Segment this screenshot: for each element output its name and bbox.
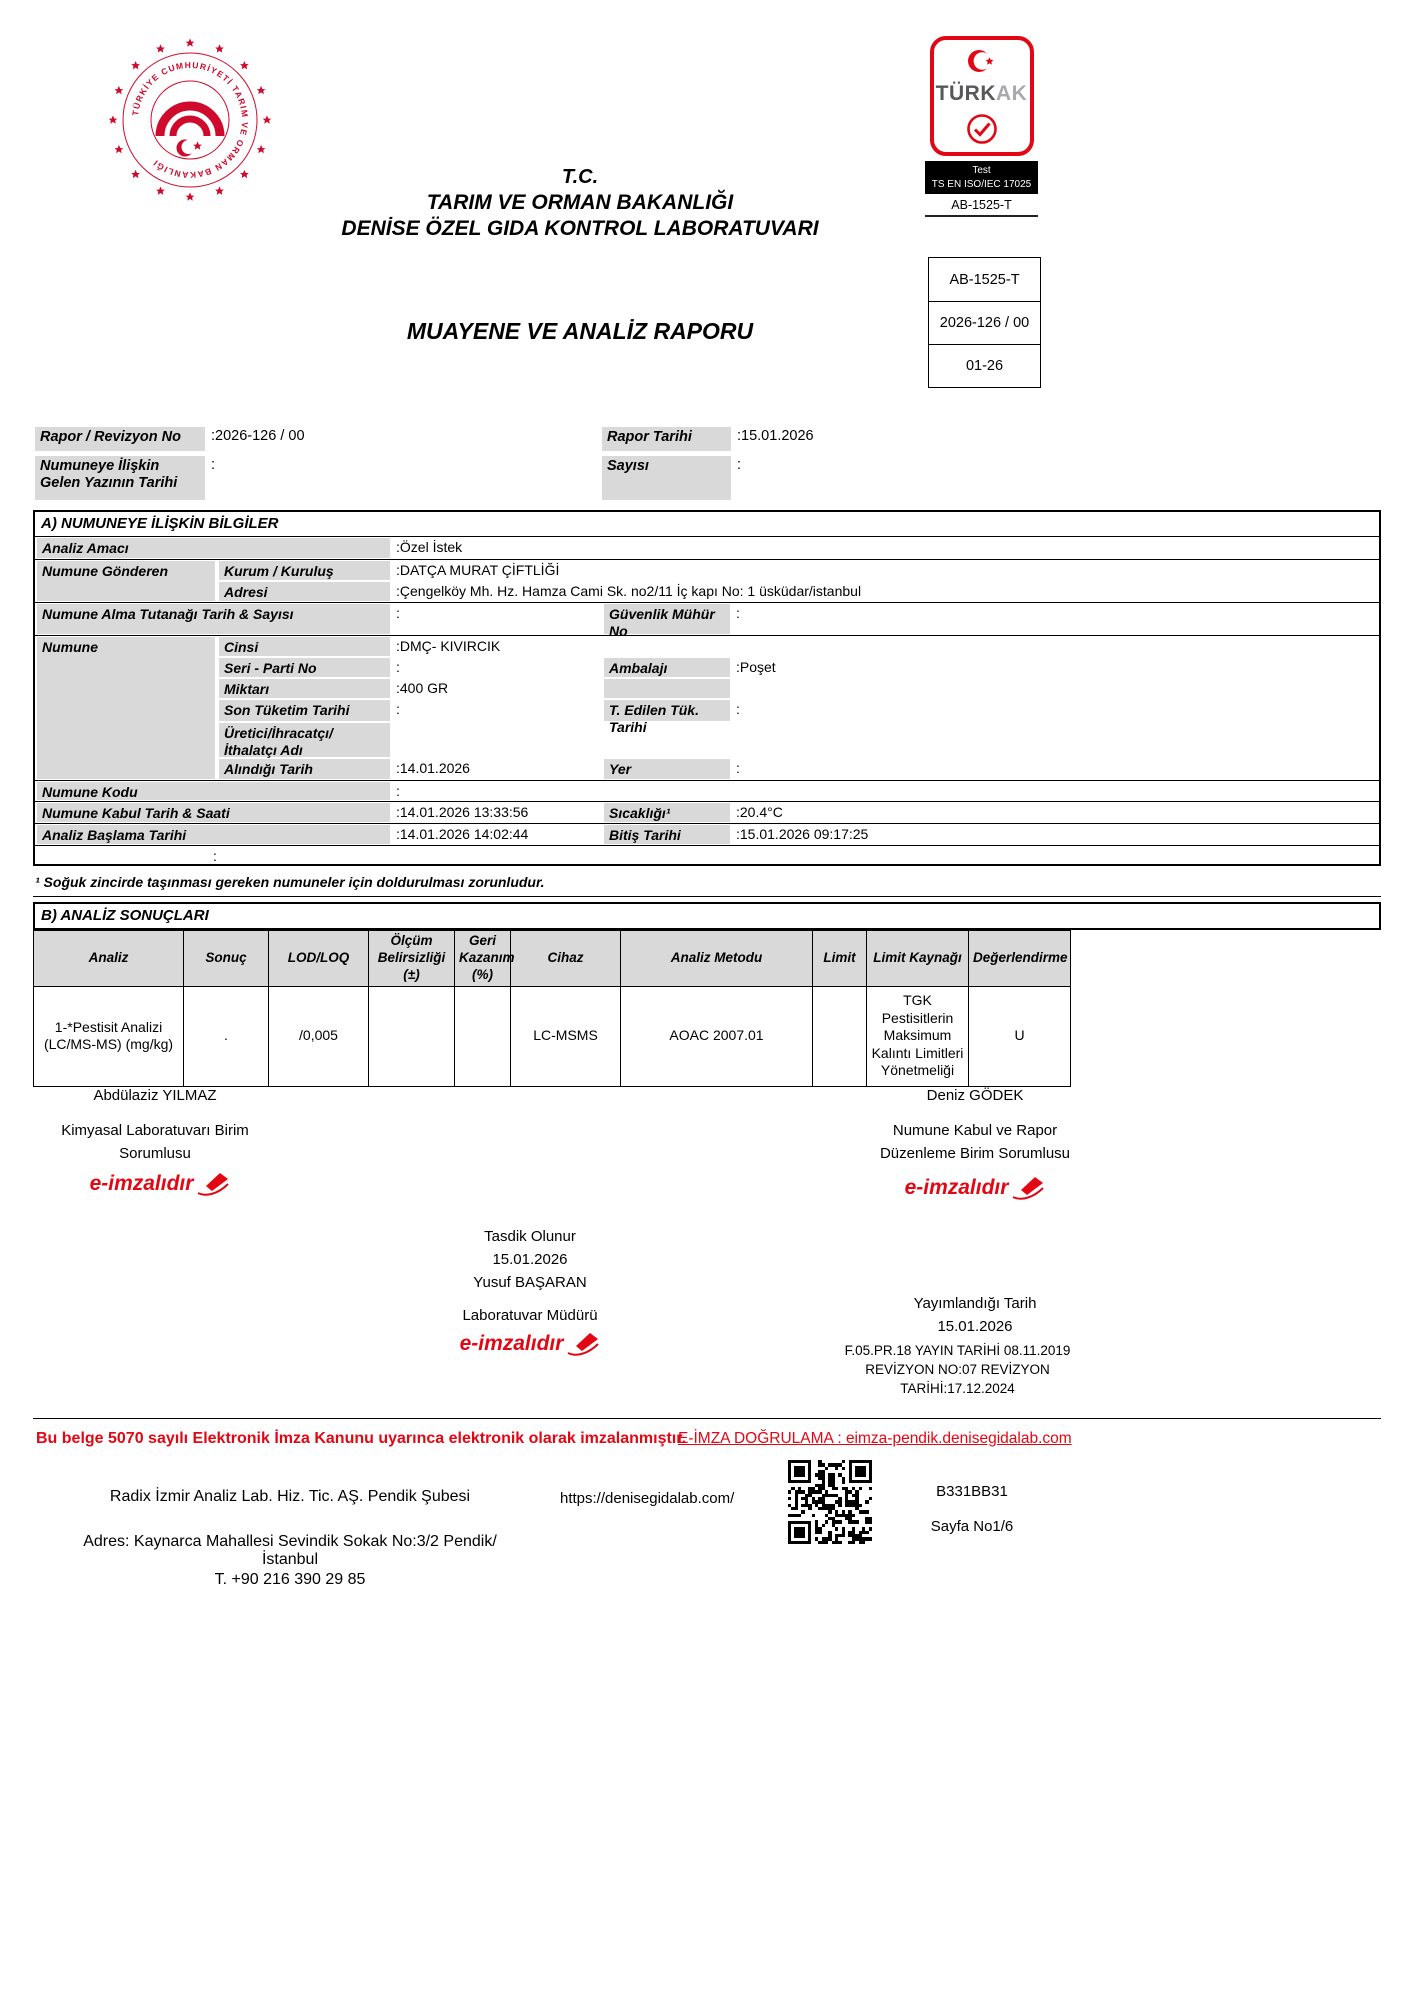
- acc-code: AB-1525-T: [949, 271, 1020, 288]
- pen-icon: [1011, 1176, 1045, 1200]
- accreditation-box: [928, 257, 1041, 388]
- footer-phone: T. +90 216 390 29 85: [214, 1571, 366, 1588]
- row-tutanak: [35, 602, 1379, 639]
- approver-name: Yusuf BAŞARAN: [473, 1274, 587, 1291]
- subrow-son-tuketim: [217, 699, 1379, 735]
- acc-report-no: 2026-126 / 00: [929, 301, 1040, 344]
- uretici-label: Üretici/İhracatçı/İthalatçı Adı: [217, 722, 392, 758]
- result-metod: AOAC 2007.01: [621, 986, 813, 1086]
- result-lod-loq: /0,005: [269, 986, 369, 1086]
- crescent-star-icon: [967, 47, 997, 75]
- approval-date: 15.01.2026: [492, 1251, 568, 1268]
- numune-label: Numune: [35, 636, 217, 780]
- result-analiz: 1-*Pestisit Analizi (LC/MS-MS) (mg/kg): [34, 986, 184, 1086]
- doc-ref-line3: TARİHİ:17.12.2024: [900, 1380, 1015, 1396]
- turkak-test-label: Test: [972, 165, 991, 176]
- trailing-colon: :: [213, 848, 217, 864]
- cinsi-label: Cinsi: [217, 636, 392, 657]
- gelen-yazi-value: :: [211, 457, 216, 473]
- kabul-value: :14.01.2026 13:33:56: [396, 804, 529, 820]
- checkmark-icon: [965, 112, 999, 146]
- doc-ref-line2: REVİZYON NO:07 REVİZYON: [865, 1361, 1050, 1377]
- footer-divider: [33, 1418, 1381, 1419]
- numune-gonderen-label: Numune Gönderen: [35, 560, 217, 602]
- row-trailing: [35, 845, 1379, 864]
- sicaklik-value: :20.4°C: [736, 804, 783, 820]
- subrow-cinsi: [217, 636, 1379, 657]
- meta-row-2: [33, 455, 1381, 501]
- qr-code: [788, 1460, 872, 1544]
- col-cihaz: Cihaz: [511, 931, 621, 987]
- esign-notice: Bu belge 5070 sayılı Elektronik İmza Kanunu uyarınca elektronik olarak imzalanmıştır.: [36, 1430, 687, 1447]
- guvenlik-muhur-value: :: [736, 605, 740, 621]
- numune-kodu-value: :: [396, 783, 400, 799]
- title-lab: DENİSE ÖZEL GIDA KONTROL LABORATUVARI: [341, 217, 819, 240]
- baslama-value: :14.01.2026 14:02:44: [396, 826, 529, 842]
- seri-parti-value: :: [396, 659, 400, 675]
- doc-reference: [825, 1342, 1090, 1399]
- row-numune-kodu: [35, 780, 1379, 801]
- publish-label: Yayımlandığı Tarih: [913, 1295, 1037, 1312]
- uretici-value: [392, 722, 1379, 758]
- title-tc: T.C.: [561, 166, 599, 188]
- alindigi-tarih-value: :14.01.2026: [396, 760, 470, 776]
- trailing-spacer: [35, 846, 209, 864]
- footer-page-number: Sayfa No1/6: [930, 1518, 1014, 1535]
- cold-chain-footnote: ¹ Soğuk zincirde taşınması gereken numuneler için doldurulması zorunludur.: [33, 872, 1381, 897]
- footer-doc-code: B331BB31: [936, 1483, 1008, 1500]
- result-degerlendirme: U: [969, 986, 1071, 1086]
- result-limit-kaynagi: TGK Pestisitlerin Maksimum Kalıntı Limitleri Yönetmeliği: [867, 986, 969, 1086]
- pen-icon: [566, 1332, 600, 1356]
- turkak-ak-text: AK: [995, 82, 1028, 105]
- rapor-tarihi-label: Rapor Tarihi: [600, 426, 733, 452]
- result-cihaz: LC-MSMS: [511, 986, 621, 1086]
- col-degerlendirme: Değerlendirme: [969, 931, 1071, 987]
- approver-role: Laboratuvar Müdürü: [462, 1307, 598, 1324]
- sicaklik-label: Sıcaklığı¹: [602, 802, 732, 823]
- publish-block: [885, 1295, 1065, 1335]
- guvenlik-muhur-label: Güvenlik Mühür No: [602, 603, 732, 635]
- esign-center-label: e-imzalıdır: [459, 1332, 564, 1355]
- section-a-title: A) NUMUNEYE İLİŞKİN BİLGİLER: [41, 515, 279, 532]
- approval-title: Tasdik Olunur: [484, 1228, 576, 1245]
- rapor-no-label: Rapor / Revizyon No: [33, 426, 207, 452]
- tutanak-label: Numune Alma Tutanağı Tarih & Sayısı: [35, 603, 392, 635]
- acc-page-ref: 01-26: [929, 344, 1040, 387]
- row-kabul: [35, 801, 1379, 823]
- section-b-title: B) ANALİZ SONUÇLARI: [33, 902, 1381, 930]
- esign-right: [870, 1176, 1080, 1200]
- section-a: [33, 510, 1381, 866]
- signer-right-name: Deniz GÖDEK: [926, 1087, 1024, 1104]
- subrow-adresi: [217, 581, 1379, 602]
- result-limit: [813, 986, 867, 1086]
- col-limit: Limit: [813, 931, 867, 987]
- sayisi-value: :: [737, 457, 742, 473]
- signer-left-name: Abdülaziz YILMAZ: [93, 1087, 217, 1104]
- turkak-turk-text: TÜRK: [935, 82, 996, 105]
- esign-verify-link[interactable]: E-İMZA DOĞRULAMA : eimza-pendik.denisegidalab.com: [678, 1430, 1072, 1447]
- col-geri-kazanim: Geri Kazanım (%): [455, 931, 511, 987]
- seri-parti-label: Seri - Parti No: [217, 657, 392, 678]
- doc-ref-line1: F.05.PR.18 YAYIN TARİHİ 08.11.2019: [844, 1343, 1071, 1358]
- document-header: [0, 166, 1160, 241]
- subrow-uretici: [217, 722, 1379, 758]
- cinsi-value: :DMÇ- KIVIRCIK: [396, 638, 501, 654]
- col-limit-kaynagi: Limit Kaynağı: [867, 931, 969, 987]
- subrow-kurum: [217, 560, 1379, 581]
- miktar-label: Miktarı: [217, 678, 392, 699]
- subrow-miktar: [217, 678, 1379, 699]
- publish-date: 15.01.2026: [937, 1318, 1013, 1335]
- esign-left-label: e-imzalıdır: [89, 1172, 194, 1195]
- approval-block: [405, 1228, 655, 1356]
- miktar-value: :400 GR: [396, 680, 449, 696]
- col-olcum-belirsizligi: Ölçüm Belirsizliği (±): [369, 931, 455, 987]
- col-lod-loq: LOD/LOQ: [269, 931, 369, 987]
- rapor-no-value: :2026-126 / 00: [211, 428, 305, 444]
- rapor-tarihi-value: :15.01.2026: [737, 428, 814, 444]
- tavsiye-tuketim-value: :: [736, 701, 740, 717]
- col-analiz: Analiz: [34, 931, 184, 987]
- pen-icon: [196, 1172, 230, 1196]
- subrow-alindigi: [217, 758, 1379, 780]
- turkak-wordmark: [936, 83, 1028, 104]
- turkak-standard-label: TS EN ISO/IEC 17025: [931, 178, 1032, 190]
- analiz-amaci-value: :Özel İstek: [396, 539, 463, 555]
- adresi-label: Adresi: [217, 581, 392, 602]
- kurum-value: :DATÇA MURAT ÇİFTLİĞİ: [396, 562, 560, 578]
- signer-right-role: Numune Kabul ve Rapor Düzenleme Birim Sorumlusu: [879, 1122, 1071, 1162]
- alindigi-tarih-label: Alındığı Tarih: [217, 758, 392, 780]
- seal-circular-text: TÜRKİYE CUMHURİYETİ TARIM VE ORMAN BAKANLIĞI: [130, 59, 251, 181]
- uretim-tarihi-value: [732, 678, 1379, 699]
- report-title: MUAYENE VE ANALİZ RAPORU: [406, 318, 754, 344]
- row-numune: [35, 635, 1379, 780]
- footer-website-link[interactable]: https://denisegidalab.com/: [560, 1490, 735, 1507]
- ambalaj-label: Ambalajı: [602, 657, 732, 678]
- baslama-label: Analiz Başlama Tarihi: [35, 824, 392, 845]
- uretim-tarihi-label: [602, 678, 732, 699]
- row-analiz-amaci: [35, 536, 1379, 559]
- numune-kodu-label: Numune Kodu: [35, 781, 392, 801]
- kurum-label: Kurum / Kuruluş: [217, 560, 392, 581]
- result-geri: [455, 986, 511, 1086]
- analiz-amaci-label: Analiz Amacı: [35, 537, 392, 559]
- col-sonuc: Sonuç: [184, 931, 269, 987]
- sayisi-label: Sayısı: [600, 455, 733, 501]
- esign-left: [55, 1172, 265, 1196]
- footer-address: Adres: Kaynarca Mahallesi Sevindik Sokak No:3/2 Pendik/İstanbul: [83, 1533, 497, 1568]
- tavsiye-tuketim-label: T. Edilen Tük. Tarihi: [602, 699, 732, 722]
- yer-label: Yer: [602, 758, 732, 780]
- results-header-row: [34, 931, 1071, 987]
- result-sonuc: .: [184, 986, 269, 1086]
- turkak-code: AB-1525-T: [925, 194, 1038, 217]
- row-numune-gonderen: [35, 559, 1379, 602]
- tutanak-value: :: [396, 605, 400, 621]
- ambalaj-value: :Poşet: [736, 659, 776, 675]
- signer-left-role: Kimyasal Laboratuvarı Birim Sorumlusu: [61, 1122, 249, 1162]
- son-tuketim-label: Son Tüketim Tarihi: [217, 699, 392, 722]
- kabul-label: Numune Kabul Tarih & Saati: [35, 802, 392, 823]
- yer-value: :: [736, 760, 740, 776]
- bitis-value: :15.01.2026 09:17:25: [736, 826, 869, 842]
- subrow-seri: [217, 657, 1379, 678]
- bitis-label: Bitiş Tarihi: [602, 824, 732, 845]
- turkak-frame: [930, 36, 1034, 156]
- result-row: [34, 986, 1071, 1086]
- footer-company: Radix İzmir Analiz Lab. Hiz. Tic. AŞ. Pendik Şubesi: [109, 1488, 471, 1505]
- seal-emblem: [160, 106, 220, 157]
- result-olcum: [369, 986, 455, 1086]
- esign-right-label: e-imzalıdır: [904, 1176, 1009, 1199]
- row-baslama: [35, 823, 1379, 845]
- esign-center: [405, 1332, 655, 1356]
- meta-row-1: [33, 426, 1381, 452]
- son-tuketim-value: :: [396, 701, 400, 717]
- report-meta: [33, 426, 1381, 501]
- results-table: [33, 930, 1071, 1087]
- gelen-yazi-label: Numuneye İlişkin Gelen Yazının Tarihi: [33, 455, 207, 501]
- adresi-value: :Çengelköy Mh. Hz. Hamza Cami Sk. no2/11 İç kapı No: 1 üsküdar/istanbul: [396, 583, 862, 599]
- col-analiz-metodu: Analiz Metodu: [621, 931, 813, 987]
- title-ministry: TARIM VE ORMAN BAKANLIĞI: [426, 191, 734, 214]
